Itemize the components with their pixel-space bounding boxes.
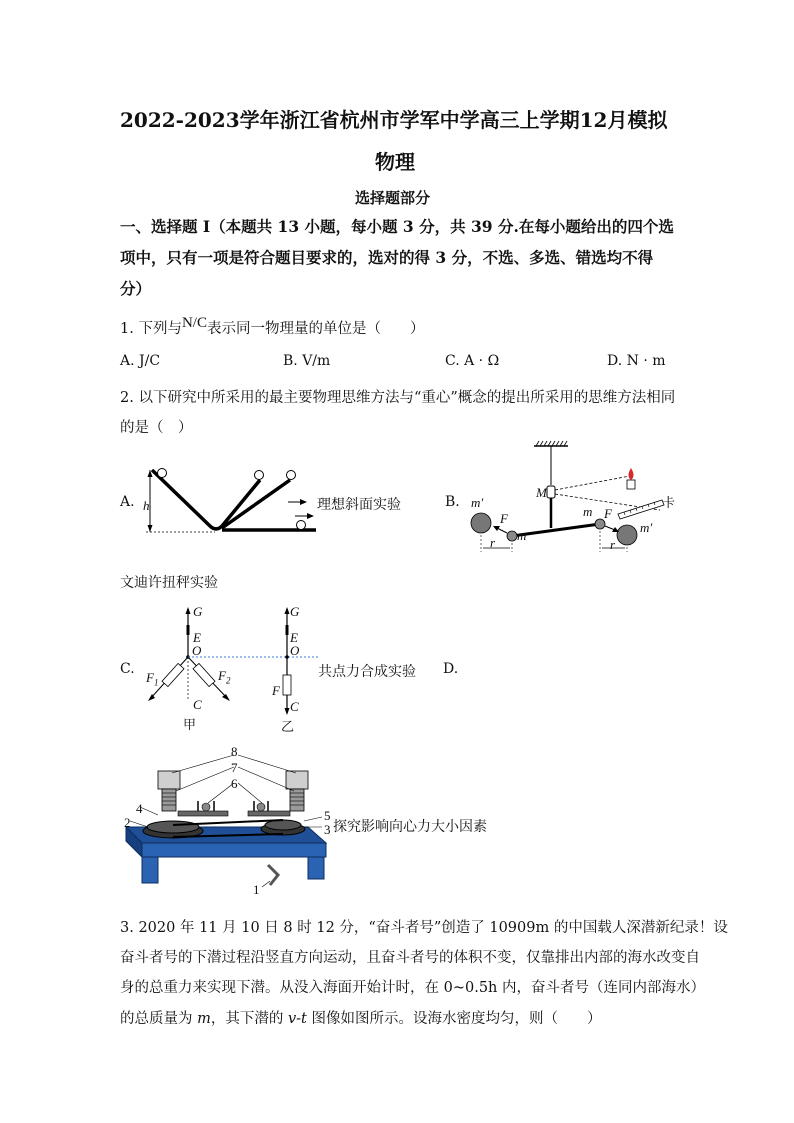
fig-b-mprime-right: m′ — [640, 520, 653, 535]
fig-b-m-left: m — [517, 528, 527, 543]
q2-stem-line2: 的是（ ） — [120, 420, 193, 436]
q1-stem-pre: 1. 下列与 — [120, 321, 182, 337]
fig-c-F-right: F — [272, 683, 280, 698]
fig-c-G-right: G — [290, 604, 300, 619]
q2-option-c-label[interactable]: C. — [120, 661, 135, 677]
fig-d-label-5: 5 — [324, 808, 331, 823]
ideal-incline-figure — [140, 466, 330, 546]
fig-d-label-6: 6 — [231, 776, 238, 791]
q3-line3: 身的总重力来实现下潜。从没入海面开始计时，在 0~0.5h 内，奋斗者号（连同内部海水） — [120, 980, 705, 996]
q1-option-a[interactable]: A. J/C — [120, 353, 161, 369]
fig-b-mprime-left: m′ — [471, 495, 484, 510]
fig-c-C-left: C — [193, 697, 202, 712]
q3-line4: 的总质量为 m，其下潜的 v-t 图像如图所示。设海水密度均匀，则（ ） — [120, 1011, 602, 1027]
q1-stem — [120, 317, 424, 338]
q1-option-c[interactable]: C. A · Ω — [445, 353, 500, 369]
q2-option-b-caption: 文迪许扭秤实验 — [120, 575, 218, 591]
fig-b-m-right: m — [583, 504, 593, 519]
fig-d-label-3: 3 — [324, 822, 331, 837]
fig-c-C-right: C — [290, 699, 299, 714]
page-title: 2022-2023学年浙江省杭州市学军中学高三上学期12月模拟 — [120, 108, 668, 132]
part1-line3: 分） — [120, 279, 152, 298]
fig-b-F-right: F — [604, 506, 612, 521]
fig-b-F-left: F — [500, 511, 508, 526]
force-composition-figure — [140, 605, 340, 720]
fig-c-F1-label: $F_1$ — [146, 670, 159, 688]
q2-stem-line1: 2. 以下研究中所采用的最主要物理思维方法与“重心”概念的提出所采用的思维方法相同 — [120, 390, 676, 406]
centripetal-apparatus-figure — [118, 745, 338, 895]
q2-option-d-label[interactable]: D. — [443, 661, 459, 677]
q3-line2: 奋斗者号的下潜过程沿竖直方向运动，且奋斗者号的体积不变，仅靠排出内部的海水改变自 — [120, 950, 700, 966]
section-heading: 选择题部分 — [355, 189, 431, 207]
q3-line1: 3. 2020 年 11 月 10 日 8 时 12 分，“奋斗者号”创造了 10909m 的中国载人深潜新纪录！设 — [120, 920, 728, 936]
fig-c-E-left: E — [193, 630, 201, 645]
fig-b-r-left: r — [490, 535, 496, 550]
q2-option-c-caption: 共点力合成实验 — [318, 664, 416, 680]
fig-c-O-right: O — [290, 643, 300, 658]
part1-line1: 一、选择题 I（本题共 13 小题，每小题 3 分，共 39 分.在每小题给出的四个选 — [120, 217, 674, 236]
fig-c-G-left: G — [193, 604, 203, 619]
page-subtitle: 物理 — [375, 150, 415, 174]
q3-mass-symbol: m — [197, 1011, 211, 1027]
fig-d-label-4: 4 — [136, 801, 143, 816]
q2-option-d-caption: 探究影响向心力大小因素 — [333, 819, 487, 835]
q2-option-a-caption: 理想斜面实验 — [317, 497, 401, 513]
fig-a-h-label: h — [143, 498, 150, 513]
fig-c-yi-label: 乙 — [281, 719, 295, 734]
part1-line2: 项中，只有一项是符合题目要求的，选对的得 3 分，不选、多选、错选均不得 — [120, 248, 654, 267]
fig-b-ka-label: 卡 — [662, 495, 676, 510]
q3-vt-symbol: v-t — [287, 1011, 307, 1027]
fig-d-label-2: 2 — [124, 815, 131, 830]
fig-c-O-left: O — [192, 643, 202, 658]
fig-b-M-label: M — [536, 485, 547, 500]
fig-b-r-right: r — [610, 537, 616, 552]
q2-option-b-label[interactable]: B. — [445, 494, 460, 510]
q1-option-b[interactable]: B. V/m — [283, 353, 331, 369]
q1-option-d[interactable]: D. N · m — [607, 353, 666, 369]
fig-d-label-7: 7 — [231, 760, 238, 775]
q1-unit: N/C — [181, 315, 207, 331]
q2-option-a-label[interactable]: A. — [120, 494, 135, 510]
fig-d-label-8: 8 — [231, 744, 238, 759]
q1-stem-post: 表示同一物理量的单位是（ ） — [206, 321, 425, 337]
fig-c-jia-label: 甲 — [183, 717, 197, 732]
fig-c-F2-label: $F_2$ — [218, 668, 231, 686]
fig-d-label-1: 1 — [253, 882, 260, 897]
fig-c-E-right: E — [290, 630, 298, 645]
